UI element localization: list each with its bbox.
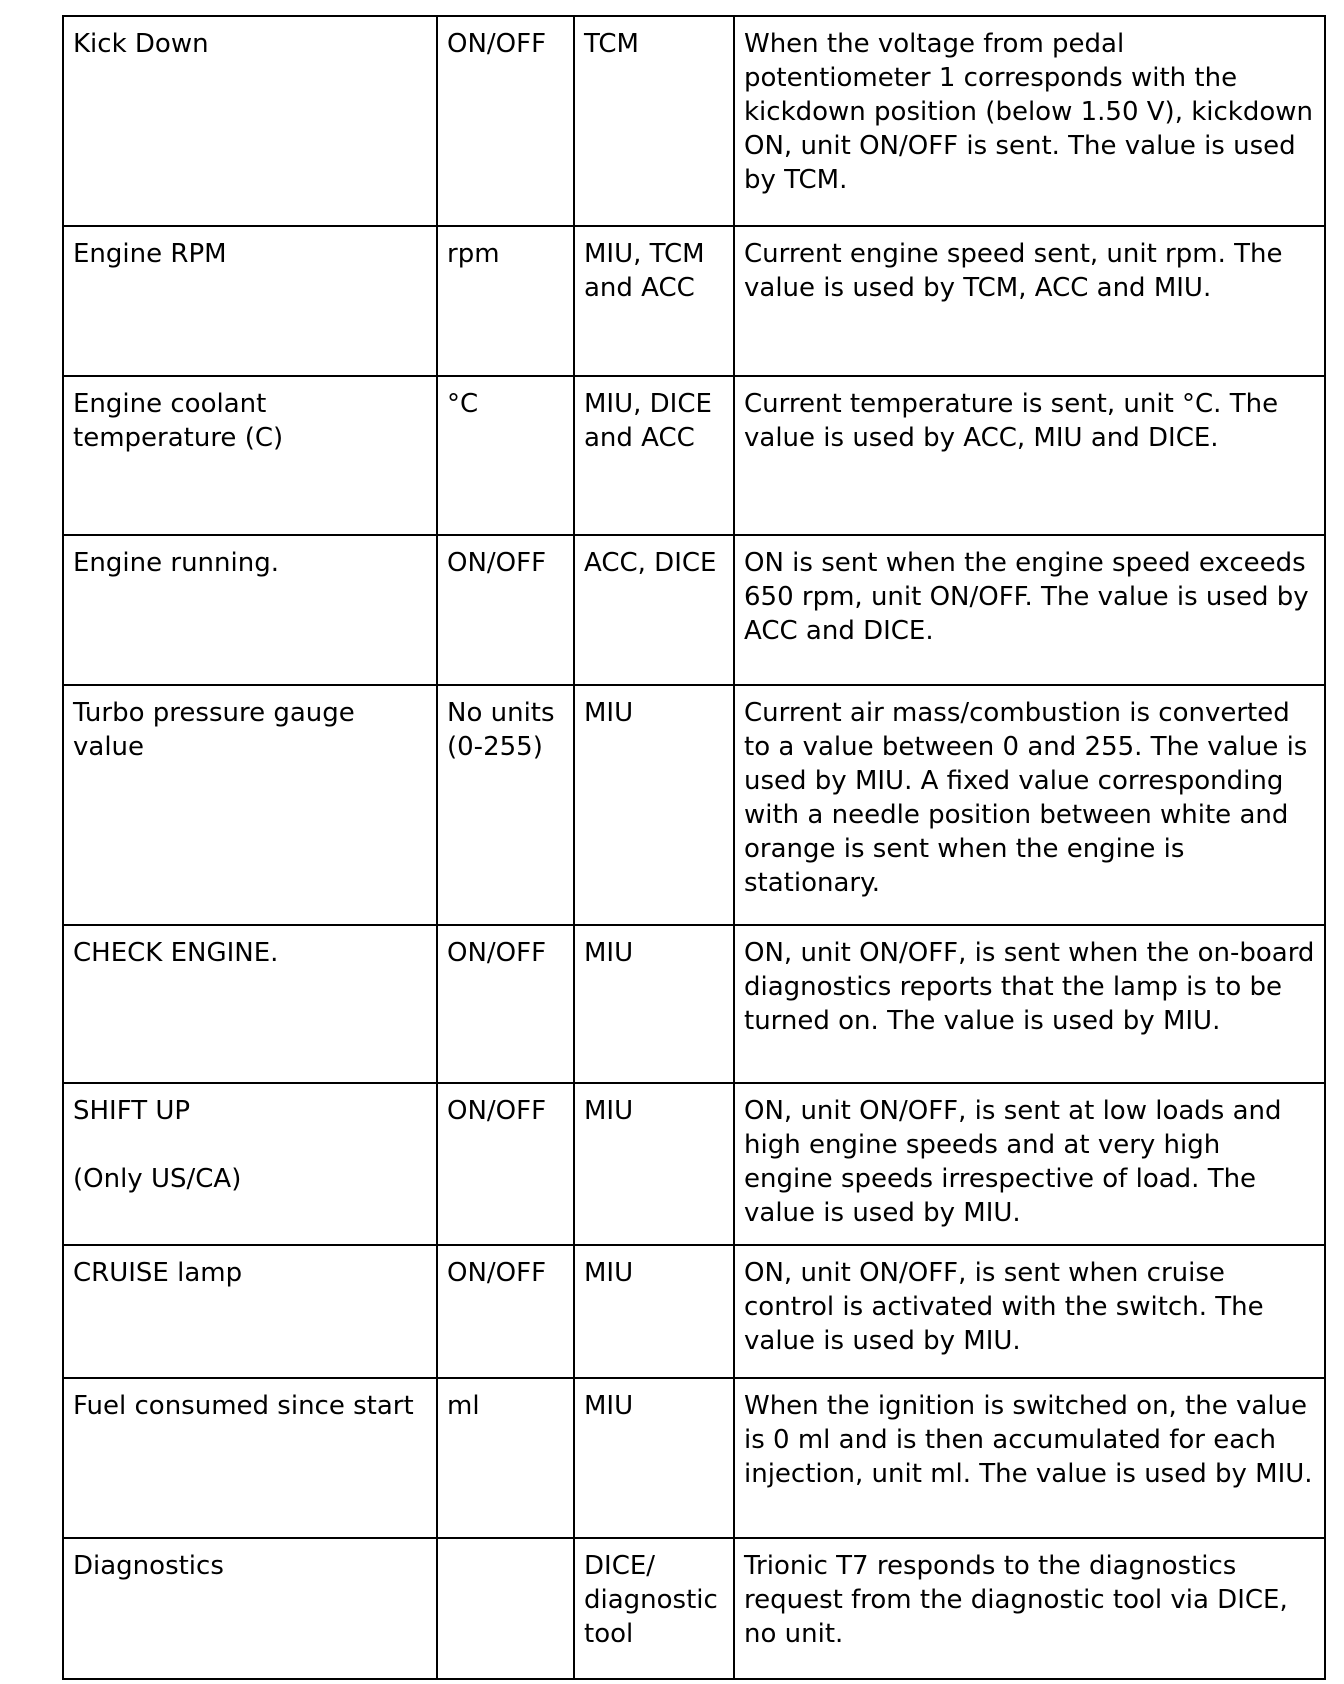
signal-name-cell: Engine running. — [63, 535, 437, 685]
signal-name-cell: Turbo pressure gauge value — [63, 685, 437, 925]
table-row — [63, 685, 1325, 925]
description-cell: When the voltage from pedal potentiometer 1 corresponds with the kickdown position (below 1.50 V), kickdown ON, unit ON/OFF is sent. The value is used by TCM. — [734, 16, 1325, 226]
description-cell: Current temperature is sent, unit °C. The value is used by ACC, MIU and DICE. — [734, 376, 1325, 535]
table-row — [63, 376, 1325, 535]
table-row — [63, 16, 1325, 226]
receivers-cell: MIU — [574, 685, 734, 925]
receivers-cell: MIU — [574, 1245, 734, 1378]
signal-name-cell: CHECK ENGINE. — [63, 925, 437, 1083]
table-row — [63, 535, 1325, 685]
receivers-cell: MIU, TCM and ACC — [574, 226, 734, 376]
unit-cell: ON/OFF — [437, 925, 574, 1083]
signal-name-cell: Kick Down — [63, 16, 437, 226]
unit-cell: No units (0-255) — [437, 685, 574, 925]
description-cell: ON, unit ON/OFF, is sent when the on-board diagnostics reports that the lamp is to be turned on. The value is used by MIU. — [734, 925, 1325, 1083]
unit-cell — [437, 1538, 574, 1679]
signal-name-cell: Diagnostics — [63, 1538, 437, 1679]
receivers-cell: MIU — [574, 1083, 734, 1245]
receivers-cell: TCM — [574, 16, 734, 226]
unit-cell: ON/OFF — [437, 1083, 574, 1245]
signal-table — [62, 15, 1326, 1680]
receivers-cell: MIU, DICE and ACC — [574, 376, 734, 535]
receivers-cell: MIU — [574, 1378, 734, 1538]
signal-name-cell: SHIFT UP (Only US/CA) — [63, 1083, 437, 1245]
signal-name-cell: CRUISE lamp — [63, 1245, 437, 1378]
unit-cell: ON/OFF — [437, 1245, 574, 1378]
table-row — [63, 1538, 1325, 1679]
signal-name-cell: Engine RPM — [63, 226, 437, 376]
table-row — [63, 1378, 1325, 1538]
description-cell: Current engine speed sent, unit rpm. The value is used by TCM, ACC and MIU. — [734, 226, 1325, 376]
receivers-cell: MIU — [574, 925, 734, 1083]
unit-cell: ml — [437, 1378, 574, 1538]
description-cell: ON, unit ON/OFF, is sent when cruise control is activated with the switch. The value is used by MIU. — [734, 1245, 1325, 1378]
unit-cell: ON/OFF — [437, 16, 574, 226]
description-cell: ON is sent when the engine speed exceeds 650 rpm, unit ON/OFF. The value is used by ACC and DICE. — [734, 535, 1325, 685]
table-row — [63, 925, 1325, 1083]
unit-cell: °C — [437, 376, 574, 535]
description-cell: Trionic T7 responds to the diagnostics request from the diagnostic tool via DICE, no unit. — [734, 1538, 1325, 1679]
receivers-cell: DICE/ diagnostic tool — [574, 1538, 734, 1679]
unit-cell: rpm — [437, 226, 574, 376]
signal-name-cell: Fuel consumed since start — [63, 1378, 437, 1538]
description-cell: Current air mass/combustion is converted to a value between 0 and 255. The value is used by MIU. A fixed value corresponding with a needle position between white and orange is sent when the engine is stationary. — [734, 685, 1325, 925]
table-row — [63, 226, 1325, 376]
description-cell: ON, unit ON/OFF, is sent at low loads and high engine speeds and at very high engine speeds irrespective of load. The value is used by MIU. — [734, 1083, 1325, 1245]
unit-cell: ON/OFF — [437, 535, 574, 685]
receivers-cell: ACC, DICE — [574, 535, 734, 685]
table-row — [63, 1245, 1325, 1378]
table-row — [63, 1083, 1325, 1245]
signal-name-cell: Engine coolant temperature (C) — [63, 376, 437, 535]
description-cell: When the ignition is switched on, the value is 0 ml and is then accumulated for each injection, unit ml. The value is used by MIU. — [734, 1378, 1325, 1538]
